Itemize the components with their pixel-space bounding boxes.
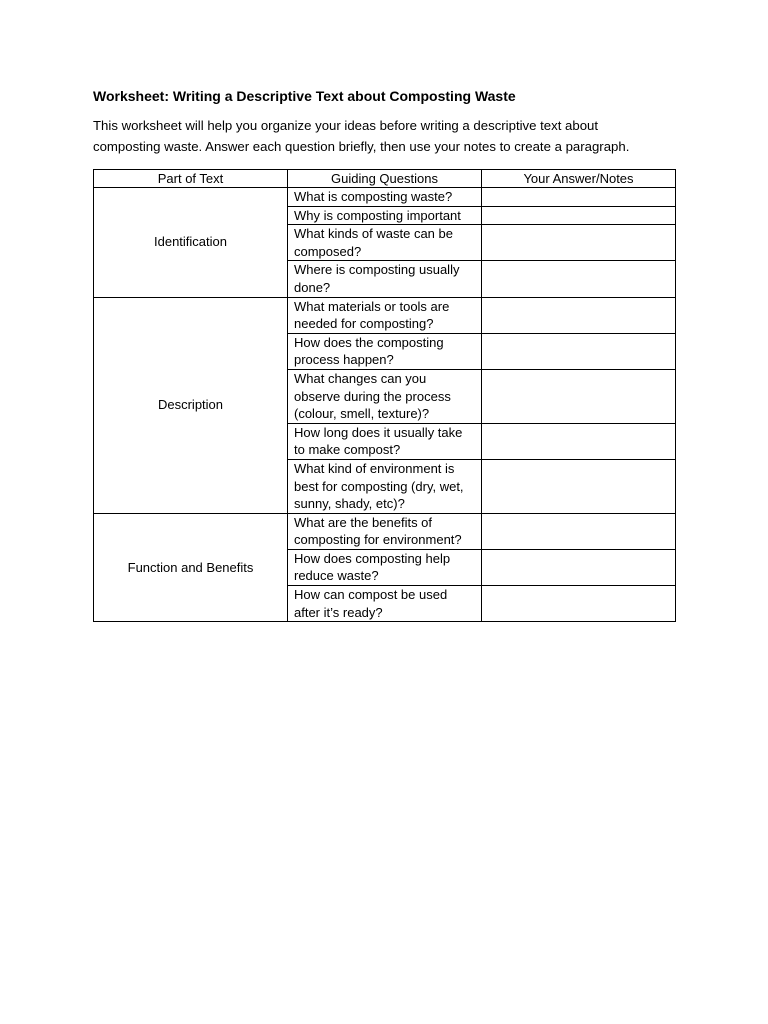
header-part-of-text: Part of Text: [94, 170, 288, 188]
worksheet-table: [93, 169, 676, 622]
intro-line: composting waste. Answer each question briefly, then use your notes to create a paragraph.: [93, 138, 630, 154]
question-cell: What are the benefits of composting for environment?: [288, 513, 482, 549]
header-your-answer-notes: Your Answer/Notes: [482, 170, 676, 188]
answer-cell[interactable]: [482, 513, 676, 549]
intro-line: This worksheet will help you organize your ideas before writing a descriptive text about: [93, 118, 599, 133]
question-cell: What kinds of waste can be composed?: [288, 225, 482, 261]
worksheet-title: Worksheet: Writing a Descriptive Text about Composting Waste: [93, 88, 516, 104]
question-cell: How long does it usually take to make compost?: [288, 423, 482, 459]
question-cell: How can compost be used after it’s ready?: [288, 586, 482, 622]
answer-cell[interactable]: [482, 549, 676, 585]
answer-cell[interactable]: [482, 297, 676, 333]
question-cell: What kind of environment is best for composting (dry, wet, sunny, shady, etc)?: [288, 459, 482, 513]
answer-cell[interactable]: [482, 369, 676, 423]
question-cell: Why is composting important: [288, 206, 482, 225]
table-row: [94, 513, 676, 549]
answer-cell[interactable]: [482, 586, 676, 622]
answer-cell[interactable]: [482, 423, 676, 459]
answer-cell[interactable]: [482, 261, 676, 297]
answer-cell[interactable]: [482, 188, 676, 207]
question-cell: What changes can you observe during the process (colour, smell, texture)?: [288, 369, 482, 423]
answer-cell[interactable]: [482, 206, 676, 225]
question-cell: How does composting help reduce waste?: [288, 549, 482, 585]
part-function-and-benefits: Function and Benefits: [94, 513, 288, 622]
question-cell: What materials or tools are needed for composting?: [288, 297, 482, 333]
table-row: [94, 297, 676, 333]
worksheet-intro: [93, 116, 675, 157]
question-cell: What is composting waste?: [288, 188, 482, 207]
table-header-row: [94, 170, 676, 188]
part-description: Description: [94, 297, 288, 513]
header-guiding-questions: Guiding Questions: [288, 170, 482, 188]
worksheet-page: [93, 86, 675, 622]
question-cell: Where is composting usually done?: [288, 261, 482, 297]
answer-cell[interactable]: [482, 225, 676, 261]
table-row: [94, 188, 676, 207]
answer-cell[interactable]: [482, 459, 676, 513]
question-cell: How does the composting process happen?: [288, 333, 482, 369]
answer-cell[interactable]: [482, 333, 676, 369]
part-identification: Identification: [94, 188, 288, 298]
